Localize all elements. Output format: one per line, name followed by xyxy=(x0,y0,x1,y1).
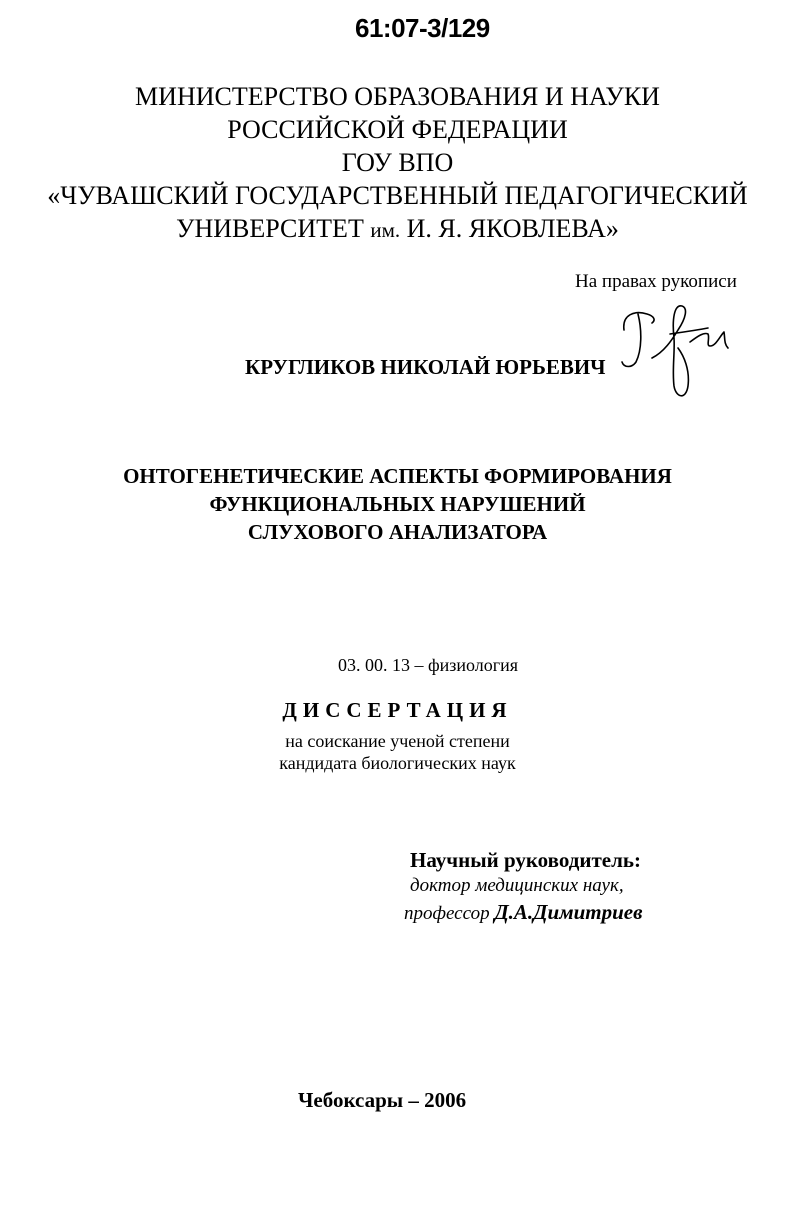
institution-line-1: МИНИСТЕРСТВО ОБРАЗОВАНИЯ И НАУКИ xyxy=(135,82,660,111)
supervisor-degree: доктор медицинских наук, xyxy=(410,875,624,896)
institution-line-4: «ЧУВАШСКИЙ ГОСУДАРСТВЕННЫЙ ПЕДАГОГИЧЕСКИЙ xyxy=(47,181,748,210)
author-name: КРУГЛИКОВ НИКОЛАЙ ЮРЬЕВИЧ xyxy=(245,355,606,379)
manuscript-rights-note: На правах рукописи xyxy=(575,271,737,292)
dissertation-label: ДИССЕРТАЦИЯ xyxy=(282,698,513,722)
dissertation-title xyxy=(0,462,795,546)
institution-line-5: УНИВЕРСИТЕТ им. И. Я. ЯКОВЛЕВА» xyxy=(176,214,619,243)
degree-line-1: на соискание ученой степени xyxy=(285,731,510,751)
catalog-code: 61:07-3/129 xyxy=(355,13,490,43)
degree-description xyxy=(0,730,795,774)
title-line-1: ОНТОГЕНЕТИЧЕСКИЕ АСПЕКТЫ ФОРМИРОВАНИЯ xyxy=(123,464,672,488)
degree-line-2: кандидата биологических наук xyxy=(279,753,516,773)
supervisor-rank-name xyxy=(404,900,643,925)
handwritten-signature xyxy=(612,290,737,405)
institution-block xyxy=(0,80,795,247)
supervisor-name: Д.А.Димитриев xyxy=(494,900,643,924)
title-line-3: СЛУХОВОГО АНАЛИЗАТОРА xyxy=(247,520,548,544)
title-line-2: ФУНКЦИОНАЛЬНЫХ НАРУШЕНИЙ xyxy=(209,492,586,516)
supervisor-rank: профессор xyxy=(404,903,490,924)
institution-line-2: РОССИЙСКОЙ ФЕДЕРАЦИИ xyxy=(227,115,568,144)
city-year: Чебоксары – 2006 xyxy=(298,1088,467,1112)
specialty-code: 03. 00. 13 – физиология xyxy=(338,655,519,675)
supervisor-heading: Научный руководитель: xyxy=(410,848,641,872)
institution-line-3: ГОУ ВПО xyxy=(341,148,454,177)
